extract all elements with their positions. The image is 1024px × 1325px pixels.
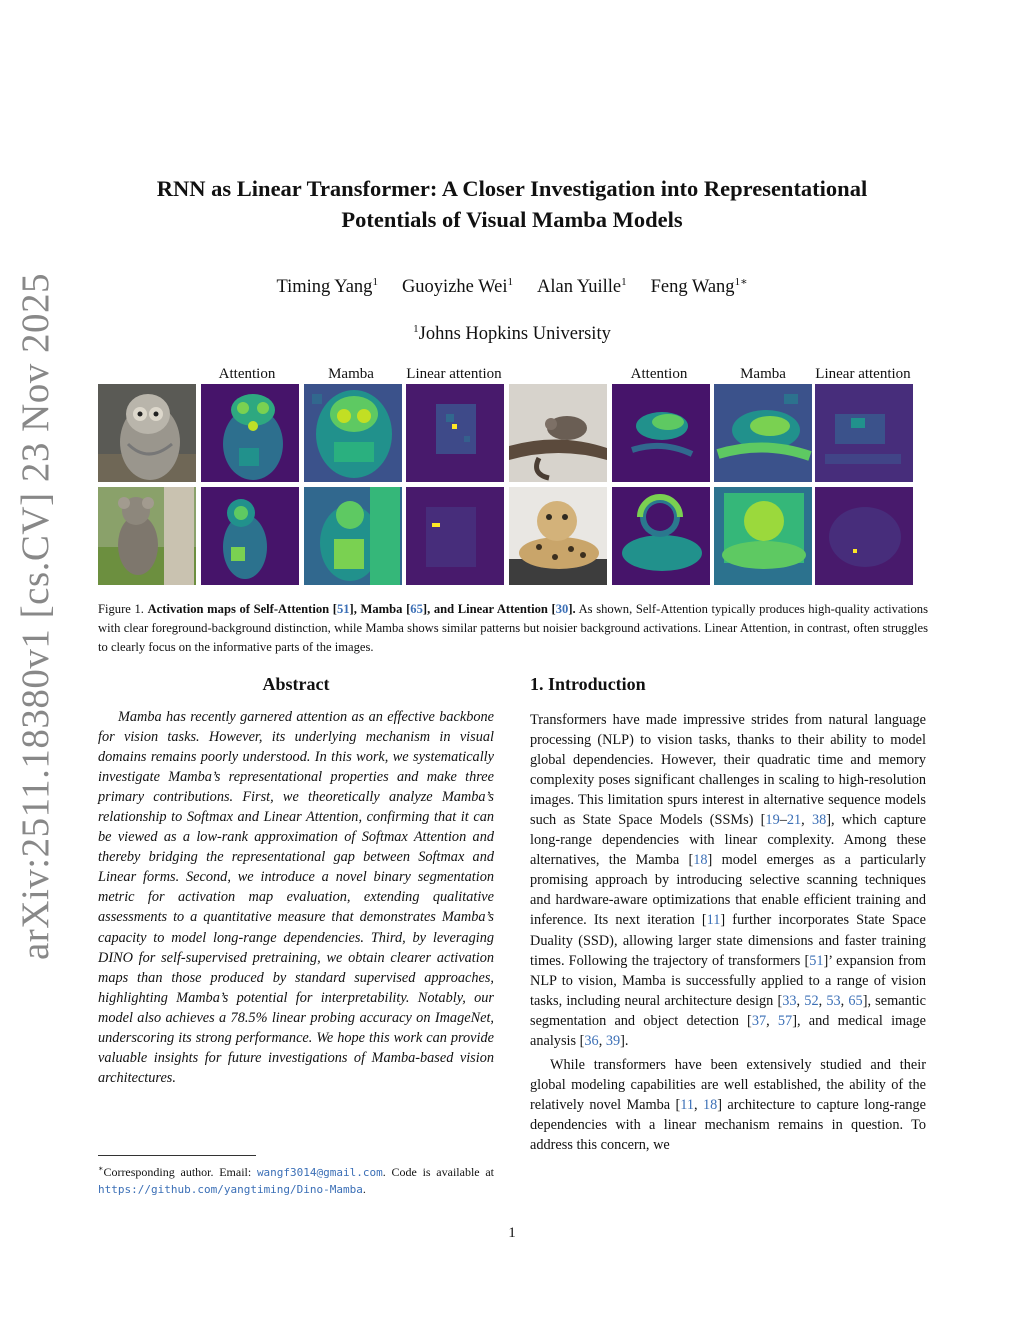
citation-link[interactable]: 52 bbox=[804, 992, 819, 1009]
citation-link[interactable]: 57 bbox=[777, 1012, 793, 1029]
introduction-heading: 1. Introduction bbox=[530, 674, 646, 694]
text-run: While transformers have been extensively studied and their global modeling capabilities are well established, the ability of the relatively novel Mamba [ bbox=[530, 1056, 926, 1113]
email-link[interactable]: wangf3014@gmail.com bbox=[256, 1166, 383, 1179]
abstract-body: Mamba has recently garnered attention as an effective backbone for vision tasks. However, its underlying mechanism in visual domains remains poorly understood. In this work, we systematically investigate Mamba’s representational properties and make three primary contributions. First, we theoretically analyze Mamba’s relationship to Softmax and Linear Attention, confirming that it can be viewed as a low-rank approximation of Softmax Attention and thereby bridging the representational gap between Softmax and Linear forms. Second, we introduce a novel binary segmentation metric for activation map evaluation, extending qualitative assessments to a quantitative measure that demonstrates Mamba’s capacity to model long-range dependencies. Third, by leveraging DINO for self-supervised pretraining, we obtain clearer activation maps than those produced by standard supervised approaches, highlighting Mamba’s potential for interpretability. Notably, our model also achieves a 78.5% linear probing accuracy on ImageNet, underscoring its strong performance. We hope this work can provide valuable insights for future investigations of Mamba-based vision architectures. bbox=[98, 709, 494, 1086]
owl-mamba-map bbox=[304, 384, 402, 482]
author-name: Alan Yuille$^1$ bbox=[536, 276, 627, 298]
introduction-body bbox=[530, 710, 926, 1155]
owl-photo bbox=[98, 384, 196, 482]
author-list bbox=[110, 268, 914, 301]
citation-link[interactable]: 33 bbox=[782, 992, 797, 1009]
citation-link[interactable]: 51 bbox=[809, 952, 824, 969]
affiliation: $^1$Johns Hopkins University bbox=[413, 323, 611, 345]
citation-link[interactable]: 30 bbox=[555, 602, 569, 616]
text-run: , bbox=[818, 992, 827, 1009]
text-run: – bbox=[779, 812, 787, 829]
text-run: , bbox=[801, 812, 812, 829]
chameleon-mamba-map bbox=[714, 384, 812, 482]
text-run: , bbox=[840, 992, 849, 1009]
author-name: Feng Wang$^{1∗}$ bbox=[650, 276, 748, 298]
text-run: ], and medical image analysis [ bbox=[530, 1012, 926, 1049]
citation-link[interactable]: 37 bbox=[751, 1012, 767, 1029]
citation-link[interactable]: 51 bbox=[336, 602, 350, 616]
citation-link[interactable]: 53 bbox=[826, 992, 841, 1009]
text-run: ]’ expansion from NLP to vision, Mamba is successfully applied to a range of vision tasks, including neural architecture design [ bbox=[530, 952, 926, 1009]
citation-link[interactable]: 36 bbox=[584, 1032, 599, 1049]
col-label: Attention bbox=[218, 366, 276, 382]
text-run: ] architecture to capture long-range dependencies with a linear mechanism remains in question. To address this concern, we bbox=[530, 1096, 927, 1153]
author-name: Timing Yang$^1$ bbox=[276, 276, 378, 298]
code-url-link[interactable]: https://github.com/yangtiming/Dino-Mamba bbox=[98, 1183, 363, 1196]
owl-attention-map bbox=[201, 384, 299, 482]
citation-link[interactable]: 11 bbox=[680, 1096, 695, 1113]
koala-attention-map bbox=[201, 487, 299, 585]
page-number: 1 bbox=[508, 1225, 516, 1241]
citation-link[interactable]: 21 bbox=[786, 812, 802, 829]
text-run: , bbox=[694, 1096, 703, 1113]
text-run: ] model emerges as a particularly promising approach by introducing selective scanning techniques and hardware-aware optimizations that enable efficient training and inference. Its next iteration [ bbox=[530, 852, 926, 929]
text-run: , bbox=[796, 992, 805, 1009]
citation-link[interactable]: 39 bbox=[605, 1032, 621, 1049]
figure-caption: Figure 1. Activation maps of Self-Attention [51], Mamba [65], and Linear Attention [30]. As shown, Self-Attention typically produces high-quality activations with clear foreground-background distinction, while Mamba shows similar patterns but noisier background activations. Linear Attention, in contrast, often struggles to clearly focus on the informative parts of the images. bbox=[98, 602, 928, 654]
citation-link[interactable]: 18 bbox=[693, 852, 708, 869]
text-run: , bbox=[598, 1032, 606, 1049]
col-label: Linear attention bbox=[406, 366, 502, 382]
text-run: , bbox=[766, 1012, 778, 1029]
text-run: ]. bbox=[620, 1032, 629, 1049]
citation-link[interactable]: 18 bbox=[702, 1096, 718, 1113]
author-affiliation-mark: 1 bbox=[621, 276, 627, 288]
intro-paragraph-1 bbox=[530, 710, 926, 1051]
footnote-rule bbox=[98, 1155, 256, 1156]
intro-paragraph-2 bbox=[530, 1055, 926, 1155]
author-affiliation-mark: 1 bbox=[507, 276, 513, 288]
koala-mamba-map bbox=[304, 487, 402, 585]
text-run: ], semantic segmentation and object detection [ bbox=[530, 992, 926, 1029]
text-run: ], which capture long-range dependencies with linear complexity. Among these alternatives, the Mamba [ bbox=[530, 812, 926, 869]
author-affiliation-mark: 1 bbox=[372, 276, 378, 288]
leopard-linear-attention-map bbox=[815, 487, 913, 585]
col-label: Linear attention bbox=[815, 366, 911, 382]
footnote: ∗Corresponding author. Email: wangf3014@gmail.com. Code is available at https://github.com/yangtiming/Dino-Mamba. bbox=[98, 1164, 494, 1196]
col-label: Attention bbox=[630, 366, 688, 382]
leopard-photo bbox=[509, 487, 607, 585]
leopard-mamba-map bbox=[714, 487, 812, 585]
owl-linear-attention-map bbox=[406, 384, 504, 482]
chameleon-attention-map bbox=[612, 384, 710, 482]
koala-photo bbox=[98, 487, 196, 585]
abstract-heading: Abstract bbox=[262, 674, 330, 694]
citation-link[interactable]: 19 bbox=[765, 812, 780, 829]
col-label: Mamba bbox=[328, 366, 374, 382]
paper-title: RNN as Linear Transformer: A Closer Investigation into Representational Potentials of Visual Mamba Models bbox=[156, 176, 868, 232]
arxiv-sidebar-stamp: arXiv:2511.18380v1 [cs.CV] 23 Nov 2025 bbox=[14, 273, 57, 960]
chameleon-photo bbox=[509, 384, 607, 482]
citation-link[interactable]: 11 bbox=[706, 912, 721, 929]
chameleon-linear-attention-map bbox=[815, 384, 913, 482]
col-label: Mamba bbox=[740, 366, 786, 382]
author-affiliation-mark: 1∗ bbox=[734, 276, 748, 288]
koala-linear-attention-map bbox=[406, 487, 504, 585]
author-name: Guoyizhe Wei$^1$ bbox=[401, 276, 513, 298]
citation-link[interactable]: 38 bbox=[811, 812, 827, 829]
leopard-attention-map bbox=[612, 487, 710, 585]
citation-link[interactable]: 65 bbox=[848, 992, 863, 1009]
text-run: Transformers have made impressive strides from natural language processing (NLP) to vision tasks, thanks to their ability to model global dependencies. However, their quadratic time and memory complexity poses significant challenges in scaling to high-resolution images. This limitation spurs interest in alternative sequence models such as State Space Models (SSMs) [ bbox=[530, 712, 926, 829]
citation-link[interactable]: 65 bbox=[410, 602, 423, 616]
text-run: ] further incorporates State Space Duality (SSD), allowing larger state dimensions and faster training times. Following the trajectory of transformers [ bbox=[530, 912, 927, 969]
